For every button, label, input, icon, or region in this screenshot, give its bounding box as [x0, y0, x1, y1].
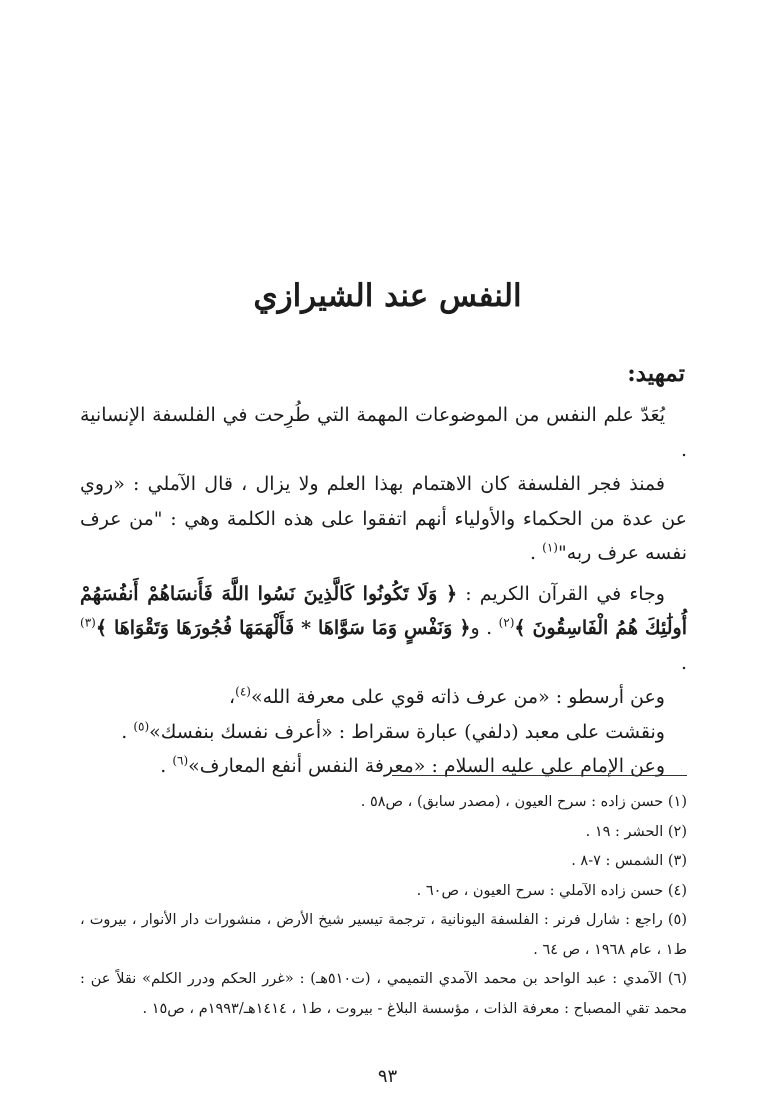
footnote-ref[interactable]: (١): [542, 540, 558, 555]
footnote: (٥) راجع : شارل فرنر : الفلسفة اليونانية ، ترجمة تيسير شيخ الأرض ، منشورات دار الأنوار ، بيروت ، ط١ ، عام ١٩٦٨ ، ص ٦٤ .: [80, 912, 687, 958]
paragraph-text: . و: [470, 617, 499, 639]
paragraph-delphi: [80, 715, 687, 750]
paragraph-text: وعن الإمام علي عليه السلام : «معرفة النفس أنفع المعارف»: [188, 755, 665, 777]
quran-verse: ﴿ وَلَا تَكُونُوا كَالَّذِينَ نَسُوا اللَّهَ فَأَنسَاهُمْ أَنفُسَهُمْ أُولَٰئِكَ هُمُ الْفَاسِقُونَ ﴾: [80, 582, 687, 639]
punctuation: .: [530, 542, 543, 564]
paragraph-text: يُعَدّ علم النفس من الموضوعات المهمة التي طُرِحت في الفلسفة الإنسانية .: [80, 404, 687, 461]
page-number: ٩٣: [377, 1066, 398, 1087]
footnote: (٣) الشمس : ٧-٨ .: [571, 853, 687, 869]
footnote: (٤) حسن زاده الآملي : سرح العيون ، ص٦٠ .: [416, 882, 687, 899]
paragraph-text: وجاء في القرآن الكريم :: [457, 582, 665, 605]
footnote-ref[interactable]: (٢): [498, 615, 515, 630]
paragraph-imam-ali: [80, 749, 687, 784]
footnote-ref[interactable]: (٣): [80, 615, 96, 630]
paragraph-text: فمنذ فجر الفلسفة كان الاهتمام بهذا العلم ولا يزال ، قال الآملي : «روي عن عدة من الحكماء والأولياء أنهم اتفقوا على هذه الكلمة وهي : "من عرف نفسه عرف ربه": [80, 473, 687, 564]
footnote: (٦) الآمدي : عبد الواحد بن محمد الآمدي التميمي ، (ت٥١٠هـ) : «غرر الحكم ودرر الكلم» نقلاً عن : محمد تقي المصباح : معرفة الذات ، مؤسسة البلاغ - بيروت ، ط١ ، ١٤١٤هـ/١٩٩٣م ، ص١٥ .: [80, 971, 687, 1017]
footnote-ref[interactable]: (٤): [235, 684, 251, 699]
paragraph-quran: [80, 577, 687, 681]
footnote: (١) حسن زاده : سرح العيون ، (مصدر سابق) ، ص٥٨ .: [360, 794, 687, 810]
body-text: [80, 398, 687, 784]
punctuation: .: [121, 720, 134, 743]
paragraph-text: ونقشت على معبد (دلفي) عبارة سقراط : «أعرف نفسك بنفسك»: [149, 720, 665, 743]
footnote: (٢) الحشر : ١٩ .: [585, 823, 687, 840]
punctuation: .: [160, 755, 173, 777]
punctuation: ،: [229, 686, 236, 708]
section-heading: تمهيد:: [627, 360, 685, 387]
paragraph-aristotle: [80, 680, 687, 715]
paragraph-amoli-quote: [80, 467, 687, 571]
footnote-ref[interactable]: (٥): [133, 719, 150, 734]
paragraph-text: وعن أرسطو : «من عرف ذاته قوي على معرفة الله»: [250, 686, 665, 708]
paragraph-intro: [80, 398, 687, 467]
chapter-title: النفس عند الشيرازي: [253, 278, 522, 314]
footnotes: [80, 788, 687, 1024]
quran-verse: ﴿ وَنَفْسٍ وَمَا سَوَّاهَا * فَأَلْهَمَهَا فُجُورَهَا وَتَقْوَاهَا ﴾: [95, 617, 471, 639]
footnote-ref[interactable]: (٦): [172, 753, 189, 768]
punctuation: .: [680, 651, 687, 674]
footnote-separator: [392, 775, 687, 776]
